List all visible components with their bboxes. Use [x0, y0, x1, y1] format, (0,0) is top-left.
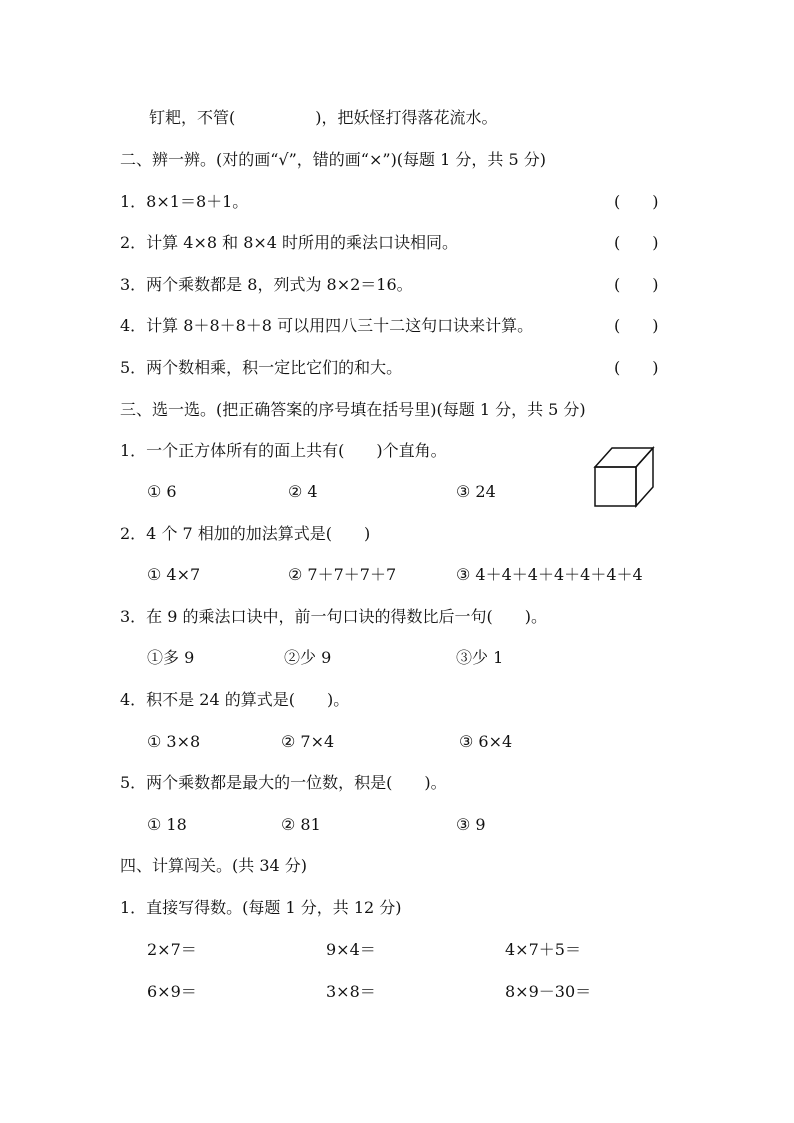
section-3-heading: 三、选一选。(把正确答案的序号填在括号里)(每题 1 分，共 5 分)	[120, 400, 586, 419]
calc-item: 3×8＝	[326, 982, 376, 1001]
judge-item-2: 2．计算 4×8 和 8×4 时所用的乘法口诀相同。	[120, 233, 459, 252]
choice-5-option-b[interactable]: ② 81	[281, 815, 321, 834]
choice-4-option-b[interactable]: ② 7×4	[281, 732, 335, 751]
judge-item-1: 1．8×1＝8＋1。	[120, 192, 249, 211]
calc-item: 4×7＋5＝	[505, 940, 581, 959]
calc-item: 9×4＝	[326, 940, 376, 959]
choice-question-2: 2．4 个 7 相加的加法算式是( )	[120, 524, 371, 543]
choice-2-option-a[interactable]: ① 4×7	[147, 565, 201, 584]
choice-question-1: 1．一个正方体所有的面上共有( )个直角。	[120, 441, 447, 460]
cube-figure	[593, 446, 655, 508]
judge-item-3: 3．两个乘数都是 8，列式为 8×2＝16。	[120, 275, 413, 294]
choice-3-option-c[interactable]: ③少 1	[456, 648, 504, 667]
section-4-heading: 四、计算闯关。(共 34 分)	[120, 856, 308, 875]
choice-1-option-c[interactable]: ③ 24	[456, 482, 496, 501]
continued-question-line: 钉耙，不管( )，把妖怪打得落花流水。	[149, 108, 498, 127]
choice-1-option-a[interactable]: ① 6	[147, 482, 177, 501]
section-4-subheading: 1．直接写得数。(每题 1 分，共 12 分)	[120, 898, 402, 917]
section-2-heading: 二、辨一辨。(对的画“√”，错的画“×”)(每题 1 分，共 5 分)	[120, 150, 546, 169]
choice-4-option-c[interactable]: ③ 6×4	[459, 732, 513, 751]
choice-question-3: 3．在 9 的乘法口诀中，前一句口诀的得数比后一句( )。	[120, 607, 548, 626]
choice-2-option-b[interactable]: ② 7＋7＋7＋7	[288, 565, 397, 584]
judge-answer-blank-3[interactable]: ( )	[614, 275, 659, 294]
judge-item-5: 5．两个数相乘，积一定比它们的和大。	[120, 358, 403, 377]
judge-answer-blank-5[interactable]: ( )	[614, 358, 659, 377]
choice-4-option-a[interactable]: ① 3×8	[147, 732, 201, 751]
judge-answer-blank-4[interactable]: ( )	[614, 316, 659, 335]
choice-5-option-c[interactable]: ③ 9	[456, 815, 486, 834]
choice-2-option-c[interactable]: ③ 4＋4＋4＋4＋4＋4＋4	[456, 565, 643, 584]
choice-question-5: 5．两个乘数都是最大的一位数，积是( )。	[120, 773, 447, 792]
calc-item: 8×9－30＝	[505, 982, 592, 1001]
judge-answer-blank-1[interactable]: ( )	[614, 192, 659, 211]
choice-3-option-b[interactable]: ②少 9	[284, 648, 332, 667]
choice-3-option-a[interactable]: ①多 9	[147, 648, 195, 667]
choice-question-4: 4．积不是 24 的算式是( )。	[120, 690, 350, 709]
judge-answer-blank-2[interactable]: ( )	[614, 233, 659, 252]
calc-item: 6×9＝	[147, 982, 197, 1001]
judge-item-4: 4．计算 8＋8＋8＋8 可以用四八三十二这句口诀来计算。	[120, 316, 534, 335]
calc-item: 2×7＝	[147, 940, 197, 959]
choice-5-option-a[interactable]: ① 18	[147, 815, 187, 834]
choice-1-option-b[interactable]: ② 4	[288, 482, 318, 501]
